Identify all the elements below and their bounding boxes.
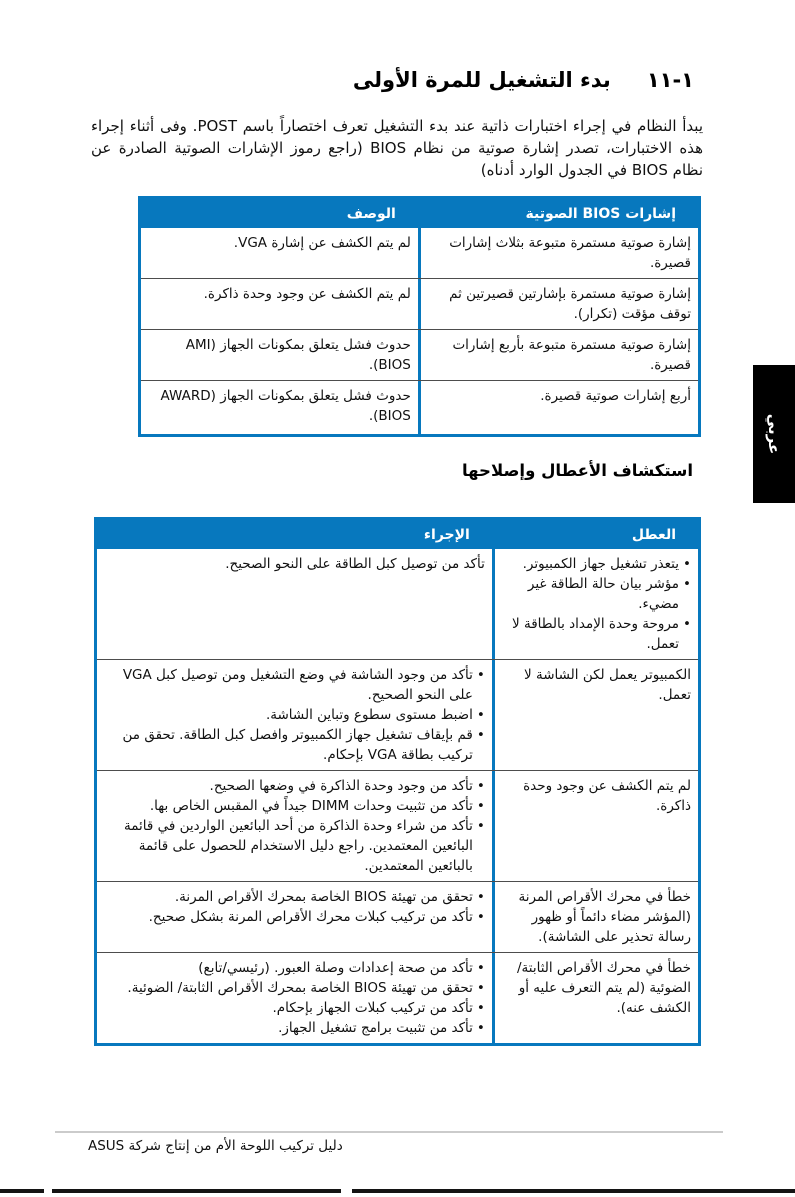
- bullet-item: [104, 665, 485, 705]
- bullet-text: مروحة وحدة الإمداد بالطاقة لا تعمل.: [511, 616, 680, 652]
- page-title: [353, 68, 694, 92]
- table-row: [141, 278, 698, 329]
- fault-cell: [492, 771, 698, 881]
- table-row: [141, 329, 698, 380]
- action-cell: [97, 660, 492, 770]
- bullet-icon: •: [476, 707, 485, 723]
- troubleshooting-heading: استكشاف الأعطال وإصلاحها: [461, 461, 693, 480]
- table-row: [141, 228, 698, 278]
- bullet-text: اضبط مستوى سطوع وتباين الشاشة.: [265, 707, 473, 723]
- bullet-text: تأكد من صحة إعدادات وصلة العبور. (رئيسي/تابع): [198, 960, 473, 976]
- bullet-item: [104, 816, 485, 876]
- text-item: إشارة صوتية مستمرة بإشارتين قصيرتين ثم توقف مؤقت (تكرار).: [449, 286, 691, 322]
- bullet-text: يتعذر تشغيل جهاز الكمبيوتر.: [522, 556, 680, 572]
- table-row: [97, 952, 698, 1043]
- bullet-item: [104, 725, 485, 765]
- text-item: خطأ في محرك الأقراص المرنة (المؤشر مضاء دائماً أو ظهور رسالة تحذير على الشاشة).: [518, 889, 691, 945]
- bullet-icon: •: [476, 727, 485, 743]
- text-item: لم يتم الكشف عن إشارة VGA.: [233, 235, 411, 251]
- bullet-item: [104, 958, 485, 978]
- beep-header-signal: إشارات BIOS الصوتية: [525, 205, 676, 222]
- troubleshooting-table-body: [97, 549, 698, 1043]
- bullet-icon: •: [476, 818, 485, 834]
- table-row: [97, 549, 698, 659]
- text-item: حدوث فشل يتعلق بمكونات الجهاز (AMI BIOS).: [185, 337, 411, 373]
- bullet-text: مؤشر بيان حالة الطاقة غير مضيء.: [527, 576, 680, 612]
- bullet-text: تحقق من تهيئة BIOS الخاصة بمحرك الأقراص المرنة.: [174, 889, 473, 905]
- bullet-text: تأكد من تركيب كبلات محرك الأقراص المرنة بشكل صحيح.: [148, 909, 473, 925]
- action-cell: [97, 549, 492, 659]
- bullet-item: [104, 1018, 485, 1038]
- bullet-item: [104, 978, 485, 998]
- beep-signal-cell: [418, 279, 698, 329]
- text-item: حدوث فشل يتعلق بمكونات الجهاز (AWARD BIOS).: [160, 388, 411, 424]
- bullet-item: [502, 574, 691, 614]
- beep-header-description: الوصف: [346, 205, 396, 222]
- beep-signal-cell: [418, 228, 698, 278]
- bullet-item: [104, 907, 485, 927]
- action-cell: [97, 882, 492, 952]
- fault-cell: [492, 549, 698, 659]
- bullet-item: [104, 887, 485, 907]
- bios-beep-table-header: [141, 199, 698, 228]
- footer-divider: [55, 1131, 723, 1133]
- section-title-text: بدء التشغيل للمرة الأولى: [352, 68, 611, 92]
- bullet-icon: •: [476, 798, 485, 814]
- bullet-item: [104, 776, 485, 796]
- bullet-text: تأكد من تركيب كبلات الجهاز بإحكام.: [272, 1000, 473, 1016]
- text-item: إشارة صوتية مستمرة متبوعة بثلاث إشارات قصيرة.: [449, 235, 691, 271]
- bullet-icon: •: [476, 909, 485, 925]
- bullet-icon: •: [476, 1020, 485, 1036]
- trouble-header-fault: العطل: [631, 526, 676, 543]
- bullet-icon: •: [476, 980, 485, 996]
- language-side-tab-label: عربي: [765, 413, 784, 455]
- bullet-icon: •: [683, 556, 691, 572]
- bullet-text: تأكد من وجود الشاشة في وضع التشغيل ومن توصيل كبل VGA على النحو الصحيح.: [122, 667, 473, 703]
- beep-signal-cell: [418, 381, 698, 434]
- beep-description-cell: [141, 381, 418, 434]
- bios-beep-table-body: [141, 228, 698, 434]
- fault-cell: [492, 953, 698, 1043]
- bullet-text: تأكد من شراء وحدة الذاكرة من أحد البائعين الواردين في قائمة البائعين المعتمدين. راجع دليل الاستخدام للحصول على قائمة بالبائعين المعتمدين.: [123, 818, 473, 874]
- bullet-item: [502, 554, 691, 574]
- intro-paragraph: يبدأ النظام في إجراء اختبارات ذاتية عند بدء التشغيل تعرف اختصاراً باسم POST. وفى أثناء إجراء هذه الاختبارات، تصدر إشارة صوتية من نظام BIOS (راجع رموز الإشارات الصوتية الصادرة عن نظام BIOS في الجدول الوارد أدناه): [91, 117, 704, 179]
- troubleshooting-table: [94, 517, 701, 1046]
- beep-description-cell: [141, 330, 418, 380]
- text-item: خطأ في محرك الأقراص الثابتة/ الضوئية (لم يتم التعرف عليه أو الكشف عنه).: [516, 960, 691, 1016]
- bullet-item: [104, 998, 485, 1018]
- bullet-icon: •: [476, 667, 485, 683]
- table-row: [141, 380, 698, 434]
- bullet-icon: •: [476, 889, 485, 905]
- text-item: إشارة صوتية مستمرة متبوعة بأربع إشارات قصيرة.: [452, 337, 691, 373]
- fault-cell: [492, 882, 698, 952]
- bullet-icon: •: [476, 1000, 485, 1016]
- text-item: الكمبيوتر يعمل لكن الشاشة لا تعمل.: [523, 667, 691, 703]
- bullet-text: تأكد من وجود وحدة الذاكرة في وضعها الصحيح.: [209, 778, 473, 794]
- text-item: تأكد من توصيل كبل الطاقة على النحو الصحيح.: [225, 556, 485, 572]
- bullet-item: [502, 614, 691, 654]
- trouble-header-action: الإجراء: [423, 526, 470, 543]
- beep-signal-cell: [418, 330, 698, 380]
- table-row: [97, 659, 698, 770]
- bullet-text: قم بإيقاف تشغيل جهاز الكمبيوتر وافصل كبل الطاقة. تحقق من تركيب بطاقة VGA بإحكام.: [122, 727, 473, 763]
- text-item: أربع إشارات صوتية قصيرة.: [540, 388, 691, 404]
- beep-description-cell: [141, 279, 418, 329]
- table-row: [97, 881, 698, 952]
- action-cell: [97, 953, 492, 1043]
- bullet-text: تحقق من تهيئة BIOS الخاصة بمحرك الأقراص الثابتة/ الضوئية.: [127, 980, 473, 996]
- bullet-icon: •: [683, 576, 691, 592]
- table-row: [97, 770, 698, 881]
- bios-beep-table: [138, 196, 701, 437]
- bullet-icon: •: [683, 616, 691, 632]
- troubleshooting-table-header: [97, 520, 698, 549]
- beep-description-cell: [141, 228, 418, 278]
- scan-edge-artifact: [0, 1189, 795, 1193]
- bullet-item: [104, 705, 485, 725]
- bullet-text: تأكد من تثبيت برامج تشغيل الجهاز.: [278, 1020, 473, 1036]
- bullet-item: [104, 796, 485, 816]
- language-side-tab: [753, 365, 795, 503]
- bullet-icon: •: [476, 960, 485, 976]
- footer-text: دليل تركيب اللوحة الأم من إنتاج شركة ASUS: [88, 1138, 343, 1154]
- bullet-text: تأكد من تثبيت وحدات DIMM جيداً في المقبس الخاص بها.: [149, 798, 473, 814]
- bullet-icon: •: [476, 778, 485, 794]
- action-cell: [97, 771, 492, 881]
- fault-cell: [492, 660, 698, 770]
- text-item: لم يتم الكشف عن وجود وحدة ذاكرة.: [523, 778, 691, 814]
- text-item: لم يتم الكشف عن وجود وحدة ذاكرة.: [203, 286, 411, 302]
- section-number: ١-١١: [646, 68, 694, 92]
